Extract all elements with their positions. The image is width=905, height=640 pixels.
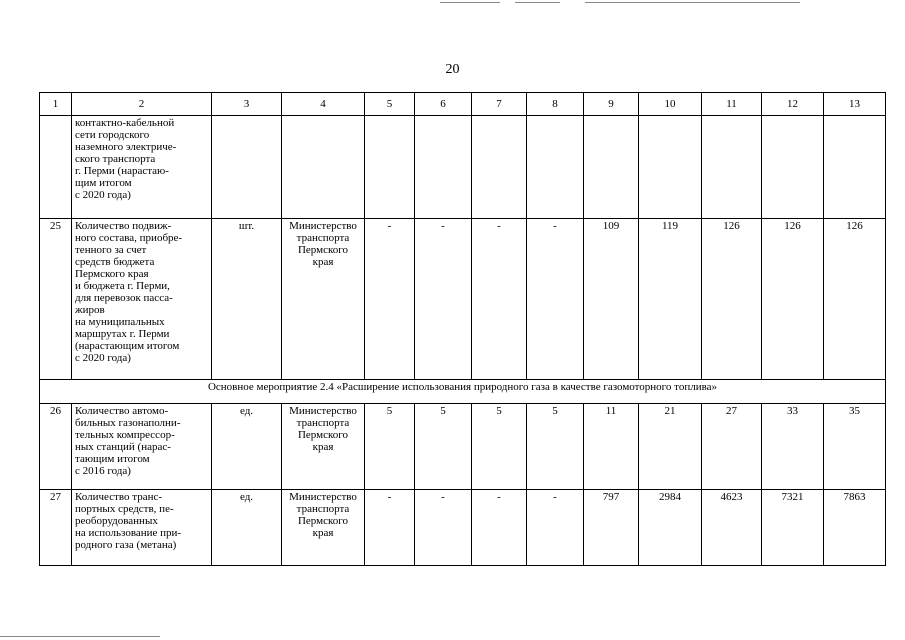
value-cell: -	[415, 219, 472, 380]
org-cell: Министерство транспорта Пермского края	[282, 490, 365, 566]
page-number: 20	[445, 62, 460, 77]
value-cell: -	[365, 490, 415, 566]
header-cell: 9	[584, 93, 639, 116]
indicators-table	[39, 92, 886, 566]
value-cell: 126	[702, 219, 762, 380]
header-cell: 10	[639, 93, 702, 116]
header-cell: 2	[72, 93, 212, 116]
table-row-25	[40, 219, 886, 380]
header-cell: 8	[527, 93, 584, 116]
unit-cell: шт.	[212, 219, 282, 380]
value-cell: -	[472, 219, 527, 380]
header-cell: 4	[282, 93, 365, 116]
org-cell: Министерство транспорта Пермского края	[282, 219, 365, 380]
header-row	[40, 93, 886, 116]
header-cell: 6	[415, 93, 472, 116]
org-cell: Министерство транспорта Пермского края	[282, 404, 365, 490]
value-cell: -	[527, 490, 584, 566]
row-number: 26	[40, 404, 72, 490]
value-cell: 5	[365, 404, 415, 490]
scan-artifact-top-3	[585, 2, 800, 3]
table-row-27	[40, 490, 886, 566]
value-cell: 27	[702, 404, 762, 490]
value-cell: 119	[639, 219, 702, 380]
header-cell: 7	[472, 93, 527, 116]
scan-artifact-top-2	[515, 2, 560, 3]
value-cell: 7321	[762, 490, 824, 566]
scan-artifact-bottom	[0, 636, 160, 637]
value-cell: 5	[527, 404, 584, 490]
header-cell: 5	[365, 93, 415, 116]
value-cell: 109	[584, 219, 639, 380]
value-cell: 797	[584, 490, 639, 566]
value-cell: 11	[584, 404, 639, 490]
indicator-name: контактно-кабельной сети городского наземного электриче- ского транспорта г. Перми (нарастаю- щим итогом с 2020 года)	[72, 116, 212, 219]
table-row-26	[40, 404, 886, 490]
value-cell: 4623	[702, 490, 762, 566]
header-cell: 13	[824, 93, 886, 116]
value-cell: 33	[762, 404, 824, 490]
row-number: 27	[40, 490, 72, 566]
value-cell: 2984	[639, 490, 702, 566]
value-cell: -	[365, 219, 415, 380]
unit-cell: ед.	[212, 490, 282, 566]
value-cell: 35	[824, 404, 886, 490]
section-title: Основное мероприятие 2.4 «Расширение использования природного газа в качестве газомоторного топлива»	[40, 380, 886, 404]
value-cell: 126	[824, 219, 886, 380]
indicator-name: Количество подвиж- ного состава, приобре- тенного за счет средств бюджета Пермского края и бюджета г. Перми, для перевозок пасса- жиров на муниципальных маршрутах г. Перми (нарастающим итогом с 2020 года)	[72, 219, 212, 380]
scan-artifact-top-1	[440, 2, 500, 3]
row-number: 25	[40, 219, 72, 380]
header-cell: 3	[212, 93, 282, 116]
value-cell: 21	[639, 404, 702, 490]
value-cell: 5	[472, 404, 527, 490]
value-cell: 5	[415, 404, 472, 490]
value-cell: -	[415, 490, 472, 566]
indicator-name: Количество транс- портных средств, пе- реоборудованных на использование при- родного газа (метана)	[72, 490, 212, 566]
header-cell: 11	[702, 93, 762, 116]
value-cell: -	[472, 490, 527, 566]
indicator-name: Количество автомо- бильных газонаполни- тельных компрессор- ных станций (нарас- тающим итогом с 2016 года)	[72, 404, 212, 490]
table-row-continuation	[40, 116, 886, 219]
section-row	[40, 380, 886, 404]
header-cell: 1	[40, 93, 72, 116]
value-cell: -	[527, 219, 584, 380]
value-cell: 7863	[824, 490, 886, 566]
unit-cell: ед.	[212, 404, 282, 490]
value-cell: 126	[762, 219, 824, 380]
header-cell: 12	[762, 93, 824, 116]
